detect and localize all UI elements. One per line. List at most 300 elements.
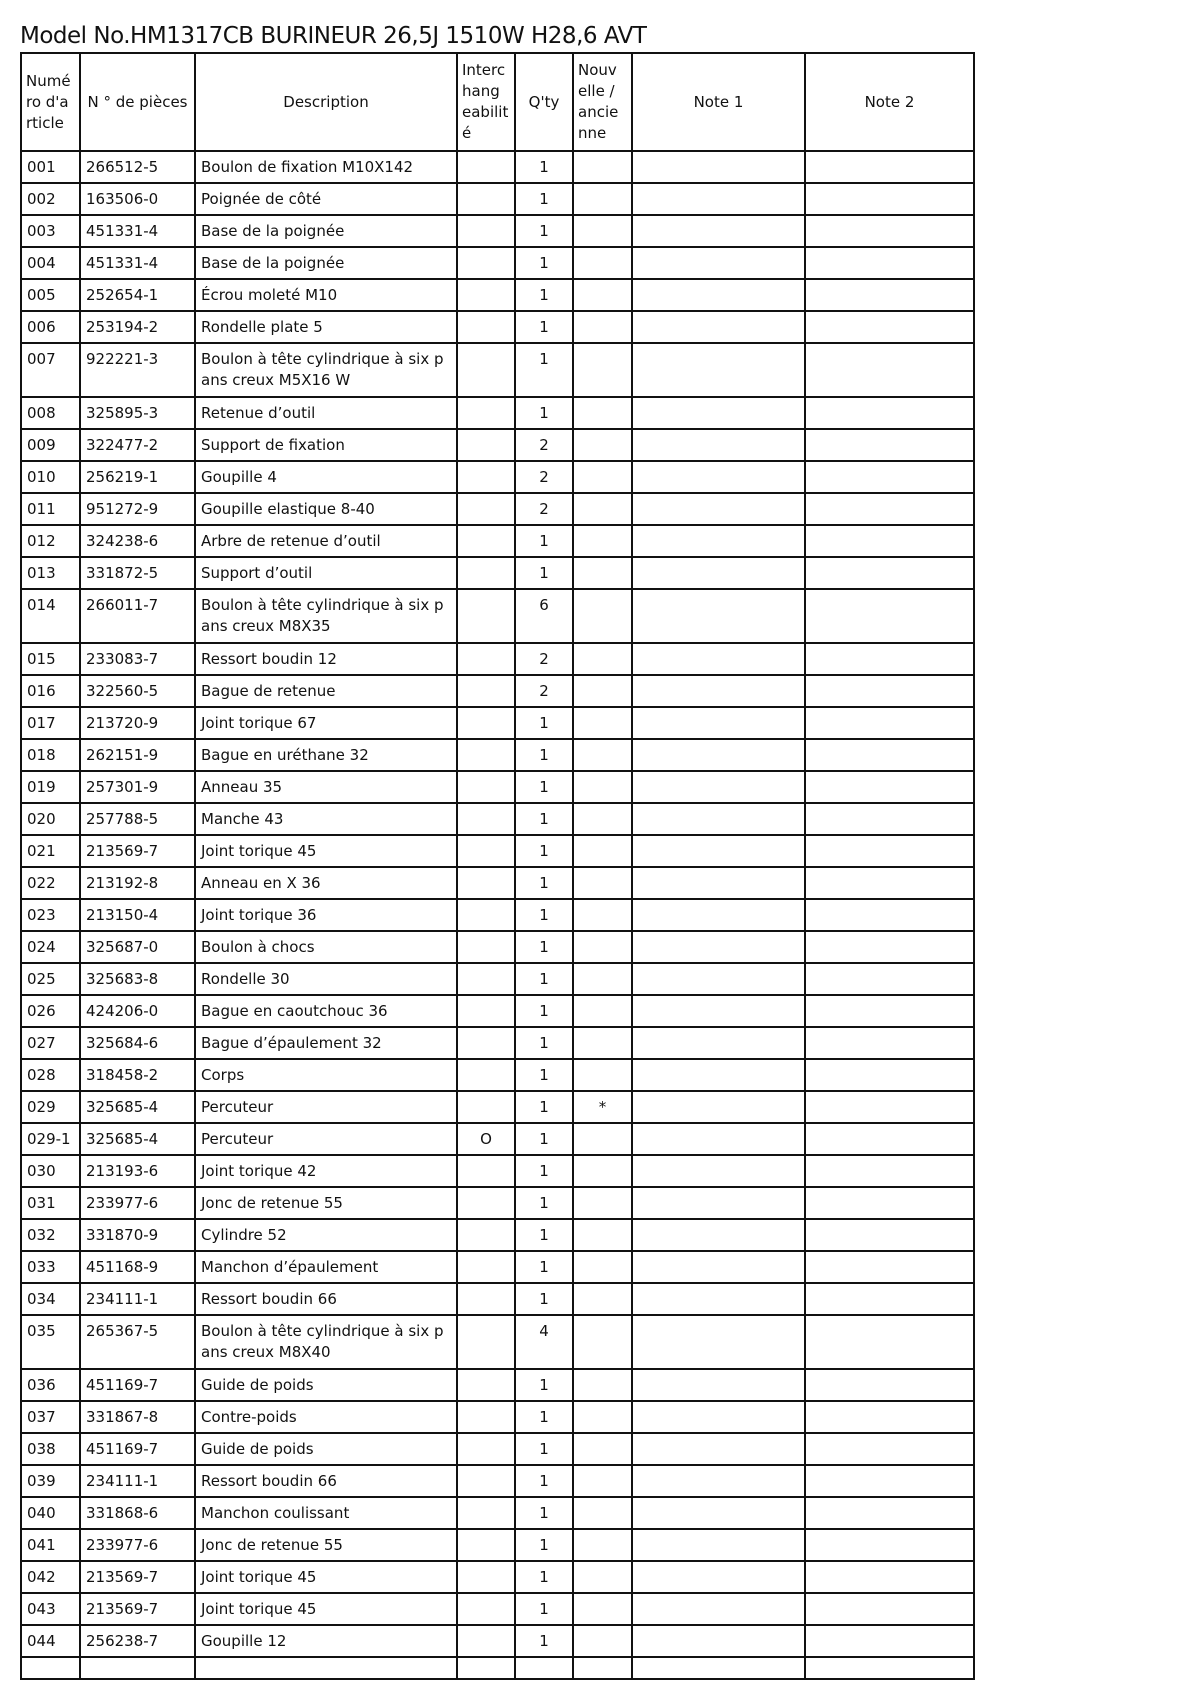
table-row xyxy=(21,1315,974,1369)
cell-interchangeability xyxy=(457,1593,515,1625)
cell-description: Rondelle plate 5 xyxy=(195,311,457,343)
cell-interchangeability xyxy=(457,675,515,707)
cell-note-2 xyxy=(805,963,974,995)
cell-interchangeability xyxy=(457,899,515,931)
cell-description: Goupille 4 xyxy=(195,461,457,493)
cell-quantity: 1 xyxy=(515,867,573,899)
cell-description: Manchon coulissant xyxy=(195,1497,457,1529)
cell-interchangeability xyxy=(457,1187,515,1219)
cell-interchangeability: O xyxy=(457,1123,515,1155)
cell-new-old xyxy=(573,1283,632,1315)
cell-interchangeability xyxy=(457,867,515,899)
cell-note-1 xyxy=(632,1315,805,1369)
cell-item-number: 037 xyxy=(21,1401,80,1433)
cell-note-1 xyxy=(632,1027,805,1059)
cell-part-number: 233977-6 xyxy=(80,1529,195,1561)
cell-description: Anneau en X 36 xyxy=(195,867,457,899)
cell-note-2 xyxy=(805,1369,974,1401)
cell-note-1 xyxy=(632,1219,805,1251)
cell-new-old xyxy=(573,1497,632,1529)
cell-description: Goupille elastique 8-40 xyxy=(195,493,457,525)
column-header-description: Description xyxy=(195,53,457,151)
cell-description: Guide de poids xyxy=(195,1369,457,1401)
cell-quantity: 1 xyxy=(515,557,573,589)
cell-part-number: 266512-5 xyxy=(80,151,195,183)
cell-note-1 xyxy=(632,1251,805,1283)
cell-new-old xyxy=(573,963,632,995)
cell-part-number: 325895-3 xyxy=(80,397,195,429)
cell-quantity: 1 xyxy=(515,1059,573,1091)
table-row xyxy=(21,1283,974,1315)
cell-new-old xyxy=(573,1251,632,1283)
cell-interchangeability xyxy=(457,1561,515,1593)
cell-description: Jonc de retenue 55 xyxy=(195,1187,457,1219)
cell-new-old xyxy=(573,589,632,643)
cell-part-number: 322477-2 xyxy=(80,429,195,461)
cell-part-number: 257788-5 xyxy=(80,803,195,835)
cell-item-number: 005 xyxy=(21,279,80,311)
cell-note-2 xyxy=(805,1625,974,1657)
cell-note-1 xyxy=(632,493,805,525)
cell-interchangeability xyxy=(457,1315,515,1369)
cell-new-old xyxy=(573,397,632,429)
cell-note-2 xyxy=(805,183,974,215)
cell-description: Base de la poignée xyxy=(195,247,457,279)
cell-quantity: 2 xyxy=(515,643,573,675)
cell-item-number: 039 xyxy=(21,1465,80,1497)
cell-item-number: 025 xyxy=(21,963,80,995)
cell-new-old xyxy=(573,643,632,675)
cell-part-number: 252654-1 xyxy=(80,279,195,311)
cell-part-number: 253194-2 xyxy=(80,311,195,343)
table-row xyxy=(21,1401,974,1433)
table-row xyxy=(21,1123,974,1155)
cell-note-2 xyxy=(805,1123,974,1155)
cell-quantity: 1 xyxy=(515,1465,573,1497)
cell-description: Manchon d’épaulement xyxy=(195,1251,457,1283)
table-row xyxy=(21,215,974,247)
cell-item-number: 033 xyxy=(21,1251,80,1283)
cell-quantity: 1 xyxy=(515,1529,573,1561)
cell-interchangeability xyxy=(457,1059,515,1091)
cell-quantity: 1 xyxy=(515,1219,573,1251)
cell-quantity: 1 xyxy=(515,247,573,279)
page-title: Model No.HM1317CB BURINEUR 26,5J 1510W H28,6 AVT xyxy=(20,23,647,49)
cell-note-2 xyxy=(805,343,974,397)
table-row xyxy=(21,1529,974,1561)
cell-quantity: 1 xyxy=(515,1283,573,1315)
cell-quantity: 1 xyxy=(515,525,573,557)
cell-new-old xyxy=(573,899,632,931)
cell-note-2 xyxy=(805,835,974,867)
cell-description: Jonc de retenue 55 xyxy=(195,1529,457,1561)
table-row xyxy=(21,803,974,835)
table-row xyxy=(21,1433,974,1465)
table-row xyxy=(21,1059,974,1091)
cell-part-number: 213569-7 xyxy=(80,1593,195,1625)
cell-new-old xyxy=(573,461,632,493)
cell-note-2 xyxy=(805,1465,974,1497)
cell-note-1 xyxy=(632,461,805,493)
table-row xyxy=(21,429,974,461)
cell-item-number xyxy=(21,1657,80,1679)
cell-interchangeability xyxy=(457,589,515,643)
cell-part-number: 451169-7 xyxy=(80,1433,195,1465)
cell-part-number: 265367-5 xyxy=(80,1315,195,1369)
cell-interchangeability xyxy=(457,151,515,183)
cell-part-number: 325684-6 xyxy=(80,1027,195,1059)
cell-note-1 xyxy=(632,931,805,963)
cell-note-2 xyxy=(805,931,974,963)
cell-new-old xyxy=(573,557,632,589)
table-row xyxy=(21,1155,974,1187)
cell-note-1 xyxy=(632,589,805,643)
cell-interchangeability xyxy=(457,1657,515,1679)
cell-description: Joint torique 67 xyxy=(195,707,457,739)
cell-quantity: 1 xyxy=(515,1433,573,1465)
cell-part-number: 213720-9 xyxy=(80,707,195,739)
cell-quantity: 1 xyxy=(515,1369,573,1401)
cell-item-number: 028 xyxy=(21,1059,80,1091)
cell-part-number xyxy=(80,1657,195,1679)
cell-quantity: 1 xyxy=(515,1593,573,1625)
cell-part-number: 213150-4 xyxy=(80,899,195,931)
table-row xyxy=(21,899,974,931)
cell-quantity: 1 xyxy=(515,1155,573,1187)
cell-item-number: 019 xyxy=(21,771,80,803)
table-row xyxy=(21,1187,974,1219)
cell-note-2 xyxy=(805,1155,974,1187)
cell-note-2 xyxy=(805,429,974,461)
table-row xyxy=(21,995,974,1027)
cell-quantity: 1 xyxy=(515,739,573,771)
cell-item-number: 004 xyxy=(21,247,80,279)
parts-table xyxy=(20,52,975,1680)
cell-new-old xyxy=(573,1625,632,1657)
cell-interchangeability xyxy=(457,1251,515,1283)
cell-item-number: 009 xyxy=(21,429,80,461)
cell-note-2 xyxy=(805,247,974,279)
cell-item-number: 038 xyxy=(21,1433,80,1465)
cell-interchangeability xyxy=(457,803,515,835)
cell-note-1 xyxy=(632,1283,805,1315)
cell-quantity: 1 xyxy=(515,1091,573,1123)
cell-description: Boulon à chocs xyxy=(195,931,457,963)
cell-quantity: 1 xyxy=(515,1251,573,1283)
column-header-note-1: Note 1 xyxy=(632,53,805,151)
cell-description: Manche 43 xyxy=(195,803,457,835)
cell-item-number: 040 xyxy=(21,1497,80,1529)
cell-item-number: 041 xyxy=(21,1529,80,1561)
table-row xyxy=(21,643,974,675)
cell-item-number: 017 xyxy=(21,707,80,739)
cell-note-2 xyxy=(805,1401,974,1433)
cell-interchangeability xyxy=(457,931,515,963)
cell-new-old xyxy=(573,867,632,899)
cell-item-number: 016 xyxy=(21,675,80,707)
cell-new-old xyxy=(573,707,632,739)
table-row xyxy=(21,525,974,557)
cell-note-1 xyxy=(632,1059,805,1091)
cell-note-2 xyxy=(805,1219,974,1251)
cell-interchangeability xyxy=(457,493,515,525)
cell-note-1 xyxy=(632,151,805,183)
column-header-item-number: Numé ro d'a rticle xyxy=(21,53,80,151)
cell-item-number: 042 xyxy=(21,1561,80,1593)
cell-part-number: 233083-7 xyxy=(80,643,195,675)
cell-interchangeability xyxy=(457,1433,515,1465)
cell-description: Contre-poids xyxy=(195,1401,457,1433)
cell-note-2 xyxy=(805,1251,974,1283)
table-row xyxy=(21,151,974,183)
cell-item-number: 015 xyxy=(21,643,80,675)
cell-new-old xyxy=(573,279,632,311)
table-row xyxy=(21,589,974,643)
column-header-interchangeability: Interc hang eabilit é xyxy=(457,53,515,151)
cell-quantity: 1 xyxy=(515,311,573,343)
cell-interchangeability xyxy=(457,1497,515,1529)
cell-description: Percuteur xyxy=(195,1123,457,1155)
cell-description: Corps xyxy=(195,1059,457,1091)
cell-part-number: 318458-2 xyxy=(80,1059,195,1091)
cell-interchangeability xyxy=(457,1091,515,1123)
cell-quantity: 1 xyxy=(515,183,573,215)
column-header-new-old: Nouv elle / ancie nne xyxy=(573,53,632,151)
cell-new-old xyxy=(573,1219,632,1251)
cell-item-number: 007 xyxy=(21,343,80,397)
cell-note-1 xyxy=(632,279,805,311)
cell-note-2 xyxy=(805,1497,974,1529)
cell-quantity: 1 xyxy=(515,931,573,963)
cell-description: Support d’outil xyxy=(195,557,457,589)
cell-note-1 xyxy=(632,771,805,803)
cell-part-number: 257301-9 xyxy=(80,771,195,803)
cell-interchangeability xyxy=(457,311,515,343)
cell-interchangeability xyxy=(457,643,515,675)
cell-note-2 xyxy=(805,311,974,343)
cell-item-number: 029-1 xyxy=(21,1123,80,1155)
cell-new-old xyxy=(573,1465,632,1497)
table-row xyxy=(21,675,974,707)
cell-item-number: 029 xyxy=(21,1091,80,1123)
cell-part-number: 451331-4 xyxy=(80,215,195,247)
cell-quantity: 1 xyxy=(515,1123,573,1155)
cell-note-2 xyxy=(805,1561,974,1593)
cell-new-old xyxy=(573,429,632,461)
cell-part-number: 424206-0 xyxy=(80,995,195,1027)
cell-item-number: 036 xyxy=(21,1369,80,1401)
cell-part-number: 951272-9 xyxy=(80,493,195,525)
table-row xyxy=(21,707,974,739)
cell-description: Joint torique 45 xyxy=(195,835,457,867)
cell-note-1 xyxy=(632,247,805,279)
cell-new-old xyxy=(573,1529,632,1561)
cell-interchangeability xyxy=(457,835,515,867)
table-row xyxy=(21,1657,974,1679)
cell-note-1 xyxy=(632,1187,805,1219)
table-row xyxy=(21,183,974,215)
cell-part-number: 331867-8 xyxy=(80,1401,195,1433)
cell-note-2 xyxy=(805,1283,974,1315)
cell-interchangeability xyxy=(457,1401,515,1433)
cell-new-old xyxy=(573,183,632,215)
cell-part-number: 262151-9 xyxy=(80,739,195,771)
cell-part-number: 325685-4 xyxy=(80,1123,195,1155)
cell-item-number: 012 xyxy=(21,525,80,557)
cell-description: Bague en uréthane 32 xyxy=(195,739,457,771)
cell-item-number: 002 xyxy=(21,183,80,215)
column-header-part-number: N ° de pièces xyxy=(80,53,195,151)
cell-new-old xyxy=(573,311,632,343)
cell-description: Écrou moleté M10 xyxy=(195,279,457,311)
cell-note-2 xyxy=(805,1593,974,1625)
cell-note-1 xyxy=(632,995,805,1027)
cell-item-number: 020 xyxy=(21,803,80,835)
cell-part-number: 234111-1 xyxy=(80,1283,195,1315)
cell-description: Boulon à tête cylindrique à six pans creux M8X40 xyxy=(195,1315,457,1369)
table-row xyxy=(21,1251,974,1283)
cell-note-2 xyxy=(805,739,974,771)
table-row xyxy=(21,931,974,963)
cell-interchangeability xyxy=(457,1219,515,1251)
table-row xyxy=(21,461,974,493)
cell-description: Poignée de côté xyxy=(195,183,457,215)
cell-note-1 xyxy=(632,397,805,429)
cell-part-number: 256238-7 xyxy=(80,1625,195,1657)
cell-new-old xyxy=(573,1315,632,1369)
cell-interchangeability xyxy=(457,247,515,279)
cell-note-2 xyxy=(805,899,974,931)
cell-note-2 xyxy=(805,867,974,899)
cell-new-old xyxy=(573,931,632,963)
cell-item-number: 014 xyxy=(21,589,80,643)
cell-description: Boulon à tête cylindrique à six pans creux M8X35 xyxy=(195,589,457,643)
table-row xyxy=(21,1561,974,1593)
cell-item-number: 008 xyxy=(21,397,80,429)
cell-item-number: 031 xyxy=(21,1187,80,1219)
cell-note-1 xyxy=(632,803,805,835)
cell-interchangeability xyxy=(457,429,515,461)
cell-new-old xyxy=(573,835,632,867)
cell-note-1 xyxy=(632,707,805,739)
cell-note-1 xyxy=(632,1625,805,1657)
table-row xyxy=(21,493,974,525)
cell-note-1 xyxy=(632,1561,805,1593)
cell-note-2 xyxy=(805,151,974,183)
table-row xyxy=(21,771,974,803)
cell-description: Boulon à tête cylindrique à six pans creux M5X16 W xyxy=(195,343,457,397)
cell-interchangeability xyxy=(457,963,515,995)
cell-quantity: 1 xyxy=(515,343,573,397)
cell-interchangeability xyxy=(457,215,515,247)
cell-interchangeability xyxy=(457,1625,515,1657)
table-row xyxy=(21,1027,974,1059)
cell-interchangeability xyxy=(457,1369,515,1401)
cell-note-2 xyxy=(805,1433,974,1465)
cell-note-1 xyxy=(632,525,805,557)
cell-description: Cylindre 52 xyxy=(195,1219,457,1251)
cell-new-old xyxy=(573,675,632,707)
cell-item-number: 003 xyxy=(21,215,80,247)
cell-new-old xyxy=(573,1657,632,1679)
cell-description: Ressort boudin 66 xyxy=(195,1465,457,1497)
cell-item-number: 001 xyxy=(21,151,80,183)
cell-part-number: 322560-5 xyxy=(80,675,195,707)
cell-part-number: 266011-7 xyxy=(80,589,195,643)
cell-note-2 xyxy=(805,1059,974,1091)
cell-note-2 xyxy=(805,461,974,493)
cell-part-number: 451169-7 xyxy=(80,1369,195,1401)
cell-new-old xyxy=(573,1561,632,1593)
cell-quantity: 4 xyxy=(515,1315,573,1369)
cell-quantity: 2 xyxy=(515,675,573,707)
table-header-row xyxy=(21,53,974,151)
cell-quantity: 1 xyxy=(515,1187,573,1219)
cell-new-old xyxy=(573,1059,632,1091)
cell-quantity: 1 xyxy=(515,1625,573,1657)
cell-description: Boulon de fixation M10X142 xyxy=(195,151,457,183)
table-row xyxy=(21,1625,974,1657)
cell-new-old xyxy=(573,151,632,183)
cell-part-number: 451331-4 xyxy=(80,247,195,279)
table-row xyxy=(21,867,974,899)
cell-quantity: 1 xyxy=(515,279,573,311)
table-row xyxy=(21,279,974,311)
table-row xyxy=(21,311,974,343)
cell-note-2 xyxy=(805,215,974,247)
cell-part-number: 213192-8 xyxy=(80,867,195,899)
cell-quantity: 1 xyxy=(515,803,573,835)
cell-note-1 xyxy=(632,1155,805,1187)
table-row xyxy=(21,1593,974,1625)
table-row xyxy=(21,557,974,589)
cell-description: Bague en caoutchouc 36 xyxy=(195,995,457,1027)
cell-item-number: 030 xyxy=(21,1155,80,1187)
cell-item-number: 011 xyxy=(21,493,80,525)
column-header-quantity: Q'ty xyxy=(515,53,573,151)
cell-interchangeability xyxy=(457,1155,515,1187)
cell-part-number: 213569-7 xyxy=(80,1561,195,1593)
cell-interchangeability xyxy=(457,397,515,429)
cell-interchangeability xyxy=(457,1027,515,1059)
cell-part-number: 163506-0 xyxy=(80,183,195,215)
cell-interchangeability xyxy=(457,1465,515,1497)
table-row xyxy=(21,963,974,995)
cell-new-old xyxy=(573,247,632,279)
cell-note-1 xyxy=(632,643,805,675)
cell-description: Ressort boudin 12 xyxy=(195,643,457,675)
table-row xyxy=(21,1497,974,1529)
cell-quantity: 2 xyxy=(515,429,573,461)
cell-interchangeability xyxy=(457,343,515,397)
cell-note-2 xyxy=(805,707,974,739)
column-header-note-2: Note 2 xyxy=(805,53,974,151)
cell-new-old xyxy=(573,739,632,771)
cell-note-1 xyxy=(632,343,805,397)
cell-interchangeability xyxy=(457,461,515,493)
cell-note-1 xyxy=(632,1401,805,1433)
cell-note-1 xyxy=(632,1529,805,1561)
cell-description: Guide de poids xyxy=(195,1433,457,1465)
cell-part-number: 256219-1 xyxy=(80,461,195,493)
cell-new-old xyxy=(573,1027,632,1059)
cell-quantity: 1 xyxy=(515,835,573,867)
cell-new-old: * xyxy=(573,1091,632,1123)
table-row xyxy=(21,1465,974,1497)
cell-quantity: 1 xyxy=(515,1027,573,1059)
cell-item-number: 035 xyxy=(21,1315,80,1369)
cell-part-number: 331868-6 xyxy=(80,1497,195,1529)
